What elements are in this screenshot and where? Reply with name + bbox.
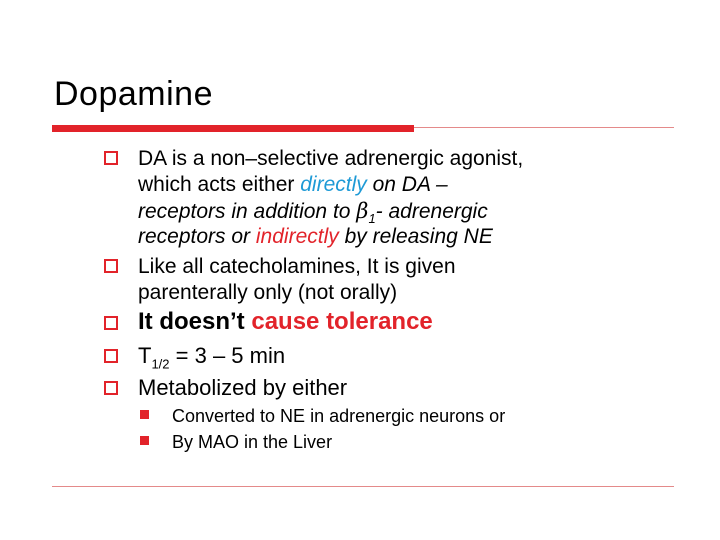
filled-square-bullet-icon bbox=[140, 436, 149, 445]
hollow-square-bullet-icon bbox=[104, 259, 118, 273]
hollow-square-bullet-icon bbox=[104, 349, 118, 363]
beta-symbol: β bbox=[356, 199, 369, 223]
bullet-2-line-1: Like all catecholamines, It is given bbox=[138, 255, 456, 278]
sub-bullet-2: By MAO in the Liver bbox=[172, 432, 333, 452]
bullet-5: Metabolized by either bbox=[138, 375, 348, 400]
bullet-1-line-3: receptors in addition to $\beta_1-$ adrenergic bbox=[138, 199, 488, 227]
hollow-square-bullet-icon bbox=[104, 151, 118, 165]
directly-text: directly bbox=[300, 173, 367, 196]
hollow-square-bullet-icon bbox=[104, 381, 118, 395]
filled-square-bullet-icon bbox=[140, 410, 149, 419]
title-underline-thick bbox=[52, 125, 414, 132]
bullet-3: It doesn’t cause tolerance bbox=[138, 308, 433, 335]
bullet-1-line-1: DA is a non–selective adrenergic agonist, bbox=[138, 147, 524, 170]
hollow-square-bullet-icon bbox=[104, 316, 118, 330]
indirectly-text: indirectly bbox=[255, 225, 339, 248]
bullet-1-line-4: receptors or indirectly by releasing NE bbox=[138, 225, 493, 248]
sub-bullet-1: Converted to NE in adrenergic neurons or bbox=[172, 406, 506, 426]
bullet-2-line-2: parenterally only (not orally) bbox=[138, 281, 398, 304]
bullet-1-line-2: which acts either directly on DA – bbox=[138, 173, 448, 196]
slide-title: Dopamine bbox=[54, 75, 213, 113]
footer-rule bbox=[52, 486, 674, 487]
cause-tolerance-text: cause tolerance bbox=[251, 308, 433, 335]
bullet-4: $T_{1/2} = 3 - 5$ min bbox=[138, 343, 286, 372]
